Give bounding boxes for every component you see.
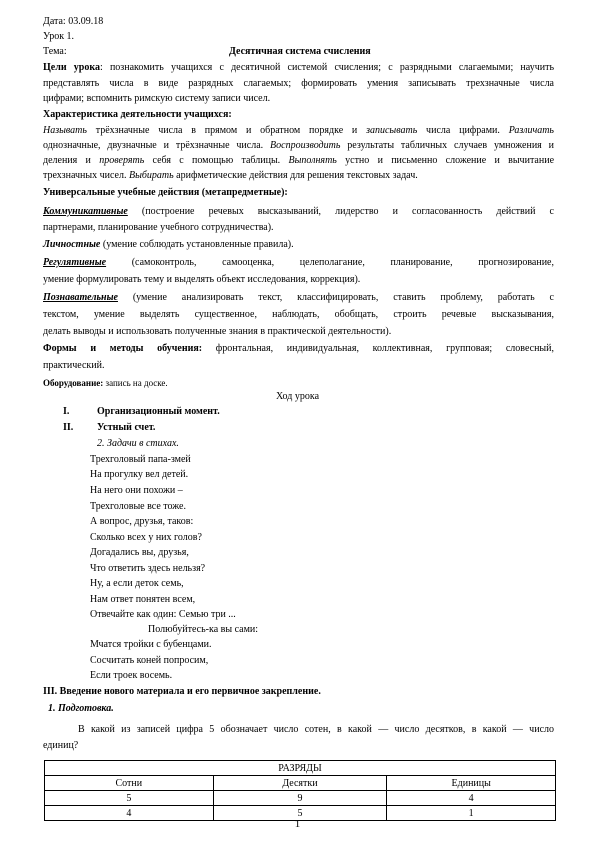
poem-line: Если троек восемь. <box>90 670 173 681</box>
activity-line-1: Называть трёхзначные числа в прямом и обратном порядке и записывать числа цифрами. Различать <box>43 125 554 136</box>
column-header: Сотни <box>45 776 214 791</box>
forms-line-2: практический. <box>43 360 105 371</box>
uud-reg-line-2: умение формулировать тему и выделять объект исследования, коррекция). <box>43 274 361 285</box>
poem-line: Догадались вы, друзья, <box>90 547 189 558</box>
poem-line: Отвечайте как один: Семью три ... <box>90 609 236 620</box>
poem-line: Полюбуйтесь-ка вы сами: <box>148 624 259 635</box>
table-cell: 4 <box>387 791 556 806</box>
activity-line-4: трехзначных чисел. Выбирать арифметические действия для решения текстовых задач. <box>43 170 418 181</box>
page-number: 1 <box>294 818 301 830</box>
uud-cog-line-2: текстом, умение выделять существенное, наблюдать, обобщать, строить речевые высказывания, <box>43 309 554 320</box>
uud-pers-label: Личностные <box>43 239 101 250</box>
uud-comm-line-2: партнерами, планирование учебного сотрудничества). <box>43 222 274 233</box>
column-header: Единицы <box>387 776 556 791</box>
course-title: Ход урока <box>275 391 320 402</box>
table-row <box>45 791 556 806</box>
equipment-line: Оборудование: запись на доске. <box>43 378 168 388</box>
activity-line-3: деления и проверять себя с помощью таблицы. Выполнять устно и письменно сложение и вычитание <box>43 155 555 166</box>
uud-cog-line-3: делать выводы и использовать полученные знания в практической деятельности). <box>43 326 392 337</box>
poem-line: А вопрос, друзья, таков: <box>90 516 194 527</box>
topic-label: Тема: <box>43 46 67 57</box>
section-1-title: Организационный момент. <box>97 406 220 417</box>
lesson-date: Дата: 03.09.18 <box>43 16 104 27</box>
uud-reg-line-1: Регулятивные (самоконтроль, самооценка, целеполагание, планирование, прогнозирование, <box>43 257 554 268</box>
table-cell: 5 <box>45 791 214 806</box>
goals-line-3: цифрами; вспомнить римскую систему записи чисел. <box>43 93 271 104</box>
goals-line-1: Цели урока: познакомить учащихся с десятичной системой счисления; с разрядными слагаемыми; научить <box>43 62 555 73</box>
subsection-preparation: 1. Подготовка. <box>48 703 114 714</box>
uud-cog-label: Познавательные <box>43 292 118 303</box>
activity-line-2: однозначные, двузначные и трёхзначные числа. Воспроизводить результаты табличных случаев умножения и <box>43 140 554 151</box>
equipment-label: Оборудование: <box>43 378 104 388</box>
forms-label: Формы и методы обучения: <box>43 343 203 354</box>
poem-line: Мчатся тройки с бубенцами. <box>90 639 212 650</box>
uud-cog-line-1: Познавательные (умение анализировать текст, классифицировать, ставить проблему, работать с <box>43 292 554 303</box>
uud-comm-label: Коммуникативные <box>43 206 128 217</box>
forms-line-1: Формы и методы обучения: фронтальная, индивидуальная, коллективная, групповая; словесный, <box>43 343 554 354</box>
uud-comm-line-1: Коммуникативные (построение речевых высказываний, лидерство и согласованность действий с <box>43 206 554 217</box>
section-2-title: Устный счет. <box>97 422 156 433</box>
poem-line: Трехголовые все тоже. <box>90 501 186 512</box>
table-caption-row <box>45 761 556 776</box>
poem-line: Трехголовый папа-змей <box>90 454 191 465</box>
table-header-row <box>45 776 556 791</box>
table-cell: 5 <box>213 806 387 821</box>
question-line-2: единиц? <box>43 740 79 751</box>
uud-personal: Личностные (умение соблюдать установленные правила). <box>43 239 294 250</box>
poem-line: Сосчитать коней попросим, <box>90 655 209 666</box>
column-header: Десятки <box>213 776 387 791</box>
poem-line: На прогулку вел детей. <box>90 469 189 480</box>
table-cell: 1 <box>387 806 556 821</box>
poem-line: Сколько всех у них голов? <box>90 532 202 543</box>
section-1-number: I. <box>63 406 70 417</box>
uud-heading: Универсальные учебные действия (метапредметные): <box>43 187 288 198</box>
section-2-number: II. <box>63 422 74 433</box>
poem-line: Нам ответ понятен всем, <box>90 594 196 605</box>
poem-line: На него они похожи – <box>90 485 183 496</box>
table-cell: 4 <box>45 806 214 821</box>
poem-line: Ну, а если деток семь, <box>90 578 184 589</box>
topic-title: Десятичная система счисления <box>229 46 371 57</box>
table-caption: РАЗРЯДЫ <box>45 761 556 776</box>
subsection-poems: 2. Задачи в стихах. <box>97 438 179 449</box>
table-cell: 9 <box>213 791 387 806</box>
goals-label: Цели урока <box>43 62 100 73</box>
digits-table <box>44 760 556 821</box>
lesson-number: Урок 1. <box>43 31 75 42</box>
goals-line-2: представлять числа в виде разрядных слагаемых; формировать умения записывать трехзначные числа <box>43 78 554 89</box>
question-line-1: В какой из записей цифра 5 обозначает число сотен, в какой — число десятков, в какой — число <box>78 724 554 735</box>
section-3-title: III. Введение нового материала и его первичное закрепление. <box>43 686 321 697</box>
poem-line: Что ответить здесь нельзя? <box>90 563 206 574</box>
uud-reg-label: Регулятивные <box>43 257 107 268</box>
activity-heading: Характеристика деятельности учащихся: <box>43 109 232 120</box>
